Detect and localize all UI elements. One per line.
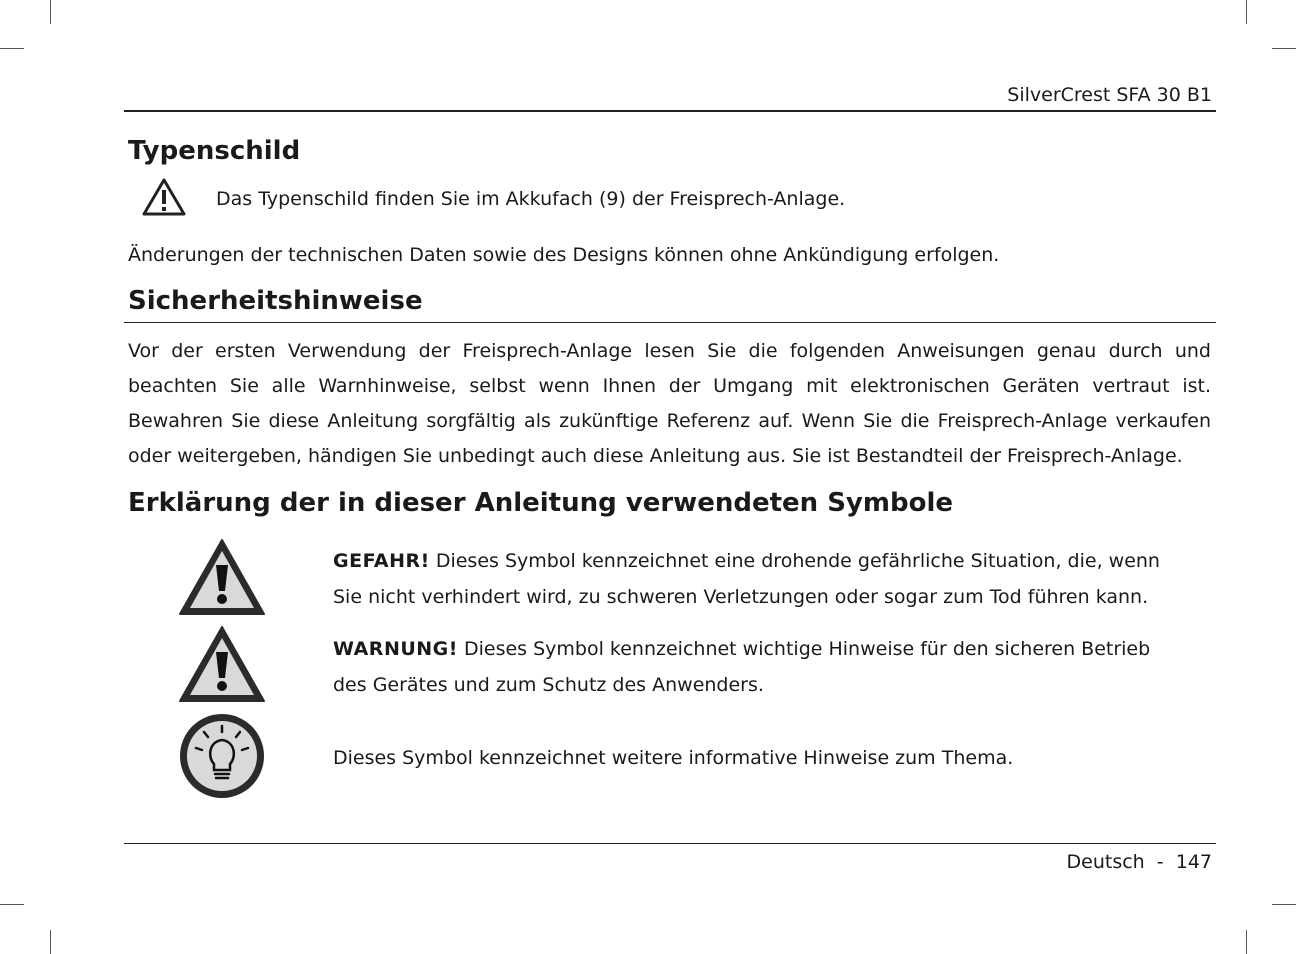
danger-triangle-icon: [178, 537, 266, 617]
symbol-description-danger: [333, 543, 1183, 615]
symbol-description-warning: [333, 631, 1183, 703]
header-rule: [124, 110, 1216, 112]
warning-triangle-icon: [178, 624, 266, 704]
crop-mark: [50, 0, 51, 24]
warning-triangle-icon: [142, 178, 186, 216]
footer-rule: [124, 843, 1216, 844]
crop-mark: [1272, 48, 1296, 49]
crop-mark: [0, 48, 24, 49]
crop-mark: [1246, 930, 1247, 954]
crop-mark: [0, 904, 24, 905]
symbol-text: Dieses Symbol kennzeichnet eine drohende gefährliche Situation, die, wenn Sie nicht verhindert wird, zu schweren Verletzungen oder sogar zum Tod führen kann.: [333, 550, 1160, 608]
symbol-text: Dieses Symbol kennzeichnet weitere informative Hinweise zum Thema.: [333, 747, 1014, 769]
header-title: SilverCrest SFA 30 B1: [1007, 84, 1212, 106]
symbol-description-info: [333, 740, 1183, 776]
changes-notice: Änderungen der technischen Daten sowie des Designs können ohne Ankündigung erfolgen.: [128, 244, 1000, 266]
section-rule: [124, 322, 1216, 323]
section-heading-symbole: Erklärung der in dieser Anleitung verwendeten Symbole: [128, 488, 953, 518]
section-heading-typenschild: Typenschild: [128, 136, 301, 166]
footer-page-label: Deutsch - 147: [1066, 851, 1212, 873]
keyword-danger: GEFAHR!: [333, 550, 430, 572]
crop-mark: [1272, 904, 1296, 905]
keyword-warning: WARNUNG!: [333, 638, 458, 660]
symbol-text: Dieses Symbol kennzeichnet wichtige Hinweise für den sicheren Betrieb des Gerätes und zum Schutz des Anwenders.: [333, 638, 1151, 696]
crop-mark: [50, 930, 51, 954]
lightbulb-info-icon: [178, 712, 266, 800]
typenschild-note: Das Typenschild finden Sie im Akkufach (9) der Freisprech-Anlage.: [216, 188, 846, 210]
safety-paragraph: Vor der ersten Verwendung der Freisprech-Anlage lesen Sie die folgenden Anweisungen genau durch und beachten Sie alle Warnhinweise, selbst wenn Ihnen der Umgang mit elektronischen Geräten vertraut ist. Bewahren Sie diese Anleitung sorgfältig als zukünftige Referenz auf. Wenn Sie die Freisprech-Anlage verkaufen oder weitergeben, händigen Sie unbedingt auch diese Anleitung aus. Sie ist Bestandteil der Freisprech-Anlage.: [128, 340, 1211, 467]
crop-mark: [1246, 0, 1247, 24]
section-heading-sicherheitshinweise: Sicherheitshinweise: [128, 286, 423, 316]
